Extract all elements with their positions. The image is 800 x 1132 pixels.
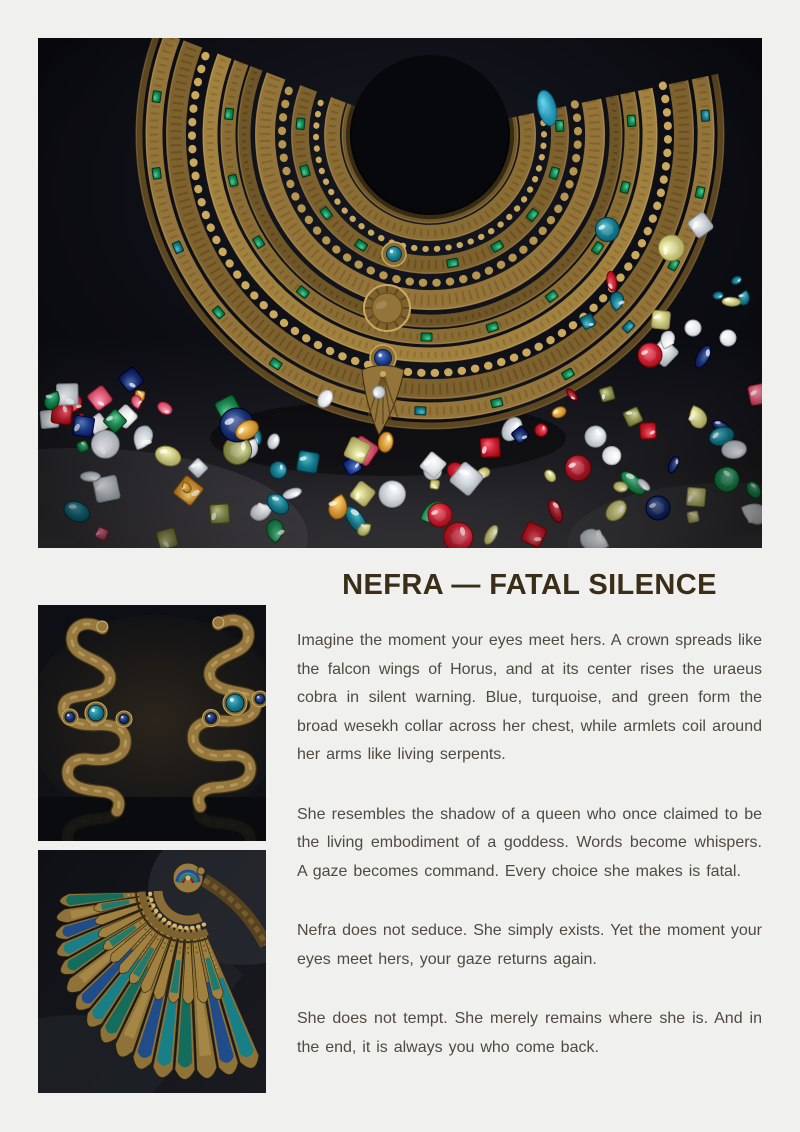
paragraph-1: Imagine the moment your eyes meet hers. A crown spreads like the falcon wings of Horus, and at its center rises the uraeus cobra in silent warning. Blue, turquoise, and green form the broad wesekh collar across her chest, while armlets coil around her arms like living serpents.: [297, 632, 762, 764]
hero-image-wesekh-collar: [38, 38, 762, 548]
page-title: NEFRA — FATAL SILENCE: [342, 569, 717, 601]
wesekh-collar-photo: [38, 38, 762, 548]
snake-armlets-photo: [38, 605, 266, 841]
content-row: [38, 558, 762, 1093]
text-column: [266, 558, 762, 1062]
image-column: [38, 605, 266, 1093]
paragraph-3: Nefra does not seduce. She simply exists. Yet the moment your eyes meet hers, your gaze returns again.: [297, 922, 762, 968]
winged-cuff-photo: [38, 850, 266, 1093]
winged-cuff-image: [38, 850, 266, 1093]
paragraph-4: She does not tempt. She merely remains where she is. And in the end, it is always you who come back.: [297, 1010, 762, 1056]
snake-armlets-image: [38, 605, 266, 841]
paragraph-2: She resembles the shadow of a queen who once claimed to be the living embodiment of a goddess. Words become whispers. A gaze becomes command. Every choice she makes is fatal.: [297, 805, 762, 880]
